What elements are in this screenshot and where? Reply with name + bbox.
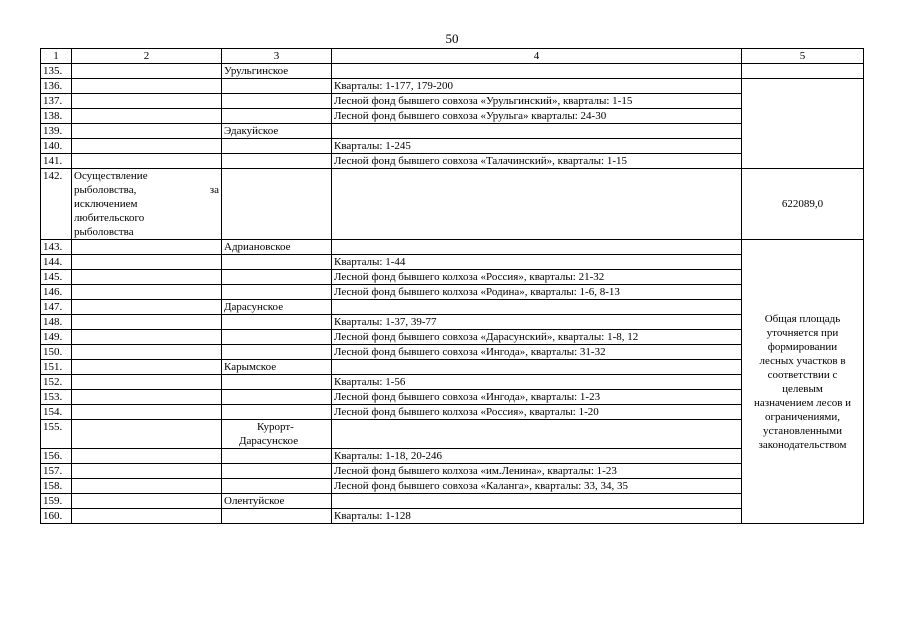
area-note-cell — [742, 240, 864, 524]
table-row — [41, 94, 864, 109]
total-area-value: 622089,0 — [742, 169, 864, 240]
row-number: 155. — [41, 420, 72, 449]
district-cell — [222, 330, 332, 345]
activity-cell — [72, 285, 222, 300]
district-cell — [222, 94, 332, 109]
row-number: 146. — [41, 285, 72, 300]
table-row — [41, 270, 864, 285]
area-cell-merged — [742, 79, 864, 169]
row-number: 147. — [41, 300, 72, 315]
activity-cell — [72, 479, 222, 494]
area-note-line: формировании — [767, 340, 838, 353]
table-row — [41, 464, 864, 479]
area-note-line: соответствии с — [767, 368, 838, 381]
quarters-cell — [332, 360, 742, 375]
district-cell — [222, 169, 332, 240]
quarters-cell: Кварталы: 1-44 — [332, 255, 742, 270]
quarters-cell — [332, 420, 742, 449]
row-number: 135. — [41, 64, 72, 79]
row-number: 159. — [41, 494, 72, 509]
row-number: 148. — [41, 315, 72, 330]
area-note-line: установленными — [762, 424, 843, 437]
quarters-cell — [332, 240, 742, 255]
row-number: 145. — [41, 270, 72, 285]
district-cell: Олентуйское — [222, 494, 332, 509]
quarters-cell: Лесной фонд бывшего колхоза «Россия», кварталы: 1-20 — [332, 405, 742, 420]
area-note-line: Общая площадь — [764, 312, 841, 325]
activity-cell — [72, 270, 222, 285]
quarters-cell: Лесной фонд бывшего совхоза «Талачинский», кварталы: 1-15 — [332, 154, 742, 169]
row-number: 151. — [41, 360, 72, 375]
row-number: 149. — [41, 330, 72, 345]
district-cell — [222, 255, 332, 270]
quarters-cell: Кварталы: 1-128 — [332, 509, 742, 524]
table-row — [41, 375, 864, 390]
activity-cell — [72, 345, 222, 360]
activity-cell — [72, 390, 222, 405]
activity-line — [74, 183, 219, 197]
table-row — [41, 360, 864, 375]
quarters-cell: Лесной фонд бывшего колхоза «Россия», кварталы: 21-32 — [332, 270, 742, 285]
district-cell: Дарасунское — [222, 300, 332, 315]
table-row — [41, 300, 864, 315]
district-cell: Карымское — [222, 360, 332, 375]
header-col-2: 2 — [72, 49, 222, 64]
activity-line: рыболовства — [74, 226, 134, 238]
table-row — [41, 240, 864, 255]
page-number: 50 — [445, 31, 459, 46]
district-cell: Эдакуйское — [222, 124, 332, 139]
row-number: 160. — [41, 509, 72, 524]
activity-cell — [72, 240, 222, 255]
table-header-row — [41, 49, 864, 64]
row-number: 137. — [41, 94, 72, 109]
activity-cell — [72, 449, 222, 464]
activity-cell — [72, 375, 222, 390]
table-row — [41, 285, 864, 300]
table-row — [41, 255, 864, 270]
row-number: 158. — [41, 479, 72, 494]
activity-cell — [72, 494, 222, 509]
quarters-cell: Лесной фонд бывшего совхоза «Ингода», кварталы: 31-32 — [332, 345, 742, 360]
quarters-cell: Кварталы: 1-18, 20-246 — [332, 449, 742, 464]
row-number: 141. — [41, 154, 72, 169]
activity-cell — [72, 79, 222, 94]
row-number: 154. — [41, 405, 72, 420]
district-cell — [222, 420, 332, 449]
activity-cell — [72, 315, 222, 330]
district-cell — [222, 464, 332, 479]
district-cell — [222, 315, 332, 330]
area-note-line: законодательством — [758, 438, 847, 451]
district-cell: Урульгинское — [222, 64, 332, 79]
table-row — [41, 449, 864, 464]
district-cell — [222, 139, 332, 154]
table-row — [41, 479, 864, 494]
table-row — [41, 494, 864, 509]
activity-line: Осуществление — [74, 170, 148, 182]
district-cell — [222, 509, 332, 524]
activity-word: рыболовства, — [74, 184, 137, 196]
quarters-cell: Лесной фонд бывшего колхоза «им.Ленина», кварталы: 1-23 — [332, 464, 742, 479]
area-note-line: целевым — [782, 382, 823, 395]
area-note-line: лесных участков в — [759, 354, 846, 367]
quarters-cell: Кварталы: 1-37, 39-77 — [332, 315, 742, 330]
table-row — [41, 315, 864, 330]
quarters-cell — [332, 300, 742, 315]
district-line: Курорт- — [257, 421, 294, 433]
row-number: 136. — [41, 79, 72, 94]
table-row — [41, 79, 864, 94]
activity-cell — [72, 64, 222, 79]
row-number: 142. — [41, 169, 72, 240]
district-cell — [222, 390, 332, 405]
activity-cell — [72, 94, 222, 109]
quarters-cell: Лесной фонд бывшего совхоза «Дарасунский», кварталы: 1-8, 12 — [332, 330, 742, 345]
activity-line: любительского — [74, 212, 145, 224]
area-note-line: ограничениями, — [764, 410, 840, 423]
district-cell — [222, 154, 332, 169]
table-row — [41, 390, 864, 405]
activity-cell — [72, 420, 222, 449]
quarters-cell: Кварталы: 1-177, 179-200 — [332, 79, 742, 94]
district-cell — [222, 270, 332, 285]
district-cell — [222, 405, 332, 420]
table-row — [41, 509, 864, 524]
row-number: 152. — [41, 375, 72, 390]
header-col-4: 4 — [332, 49, 742, 64]
table-row — [41, 345, 864, 360]
district-line: Дарасунское — [239, 435, 299, 447]
table-row — [41, 330, 864, 345]
quarters-cell: Лесной фонд бывшего совхоза «Урульгинский», кварталы: 1-15 — [332, 94, 742, 109]
activity-cell — [72, 255, 222, 270]
quarters-cell: Кварталы: 1-245 — [332, 139, 742, 154]
row-number: 138. — [41, 109, 72, 124]
area-note-line: назначением лесов и — [753, 396, 852, 409]
row-number: 150. — [41, 345, 72, 360]
table-row — [41, 420, 864, 449]
table-row — [41, 139, 864, 154]
row-number: 143. — [41, 240, 72, 255]
header-col-3: 3 — [222, 49, 332, 64]
table-row — [41, 64, 864, 79]
activity-cell — [72, 124, 222, 139]
quarters-cell: Лесной фонд бывшего совхоза «Каланга», кварталы: 33, 34, 35 — [332, 479, 742, 494]
activity-cell — [72, 109, 222, 124]
row-number: 139. — [41, 124, 72, 139]
district-cell — [222, 79, 332, 94]
quarters-cell — [332, 169, 742, 240]
header-col-5: 5 — [742, 49, 864, 64]
header-col-1: 1 — [41, 49, 72, 64]
activity-cell — [72, 330, 222, 345]
table-row — [41, 154, 864, 169]
area-note-line: уточняется при — [766, 326, 839, 339]
quarters-cell: Кварталы: 1-56 — [332, 375, 742, 390]
quarters-cell: Лесной фонд бывшего совхоза «Ингода», кварталы: 1-23 — [332, 390, 742, 405]
activity-cell — [72, 154, 222, 169]
activity-word: за — [209, 184, 219, 196]
district-cell — [222, 109, 332, 124]
row-number: 156. — [41, 449, 72, 464]
quarters-cell — [332, 494, 742, 509]
table-row — [41, 109, 864, 124]
district-cell — [222, 479, 332, 494]
row-number: 140. — [41, 139, 72, 154]
activity-cell — [72, 509, 222, 524]
quarters-cell — [332, 124, 742, 139]
activity-cell — [72, 139, 222, 154]
district-cell — [222, 375, 332, 390]
quarters-cell — [332, 64, 742, 79]
table-row — [41, 405, 864, 420]
activity-cell — [72, 360, 222, 375]
activity-cell — [72, 464, 222, 479]
row-number: 144. — [41, 255, 72, 270]
row-number: 153. — [41, 390, 72, 405]
activity-cell — [72, 300, 222, 315]
quarters-cell: Лесной фонд бывшего совхоза «Урульга» кварталы: 24-30 — [332, 109, 742, 124]
table-row-activity — [41, 169, 864, 240]
forest-areas-table — [40, 48, 864, 524]
activity-cell — [72, 169, 222, 240]
activity-cell — [72, 405, 222, 420]
district-cell — [222, 449, 332, 464]
quarters-cell: Лесной фонд бывшего колхоза «Родина», кварталы: 1-6, 8-13 — [332, 285, 742, 300]
district-cell — [222, 285, 332, 300]
district-cell — [222, 345, 332, 360]
row-number: 157. — [41, 464, 72, 479]
table-row — [41, 124, 864, 139]
activity-line: исключением — [74, 198, 138, 210]
district-cell: Адриановское — [222, 240, 332, 255]
area-cell — [742, 64, 864, 79]
